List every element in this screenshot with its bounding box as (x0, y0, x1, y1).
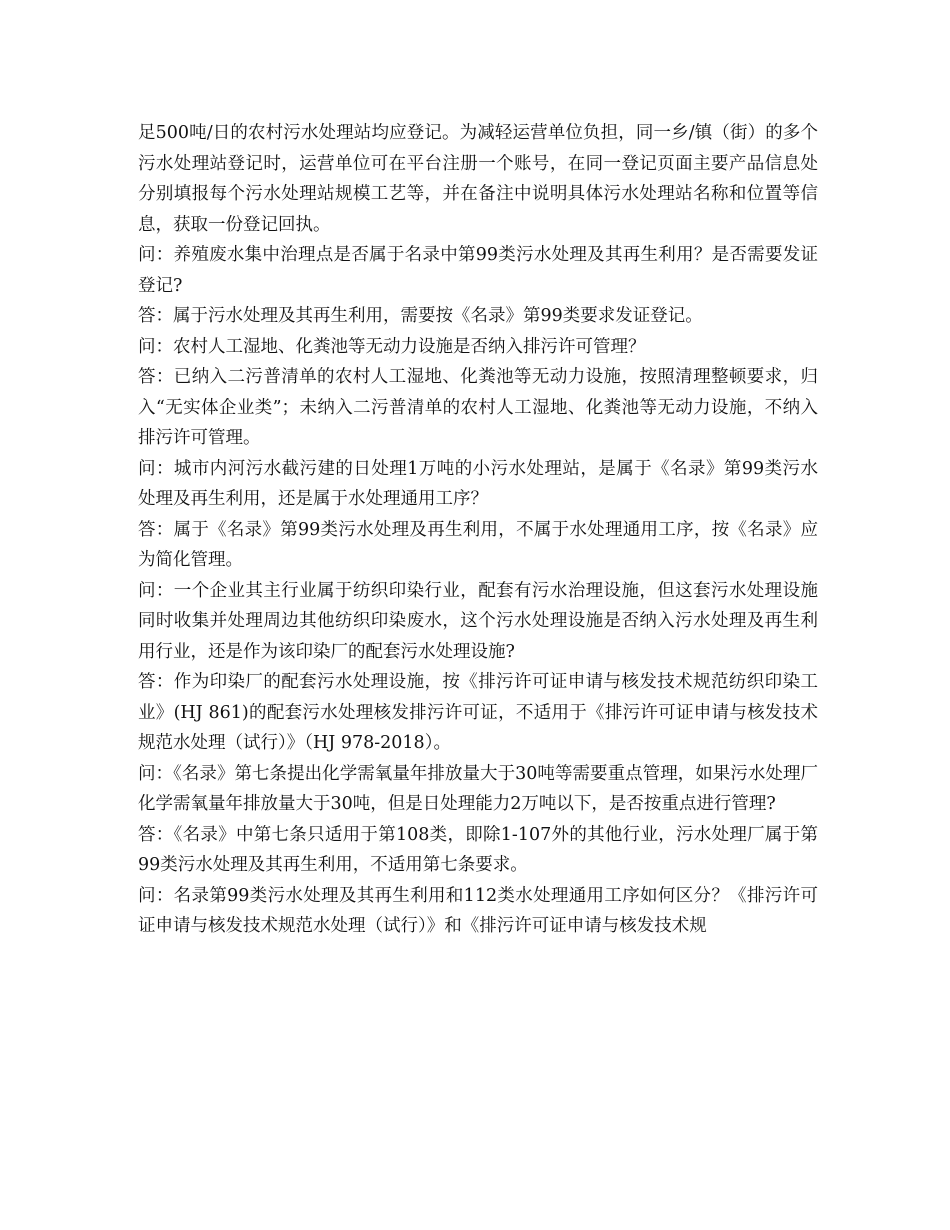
answer-rural-wetland: 答：已纳入二污普清单的农村人工湿地、化粪池等无动力设施，按照清理整顿要求，归入“无实体企业类”；未纳入二污普清单的农村人工湿地、化粪池等无动力设施，不纳入排污许可管理。 (138, 367, 818, 448)
question-livestock-wastewater: 问：养殖废水集中治理点是否属于名录中第99类污水处理及其再生利用？是否需要发证登记? (138, 245, 818, 296)
answer-cod-emission: 答：《名录》中第七条只适用于第108类，即除1-107外的其他行业，污水处理厂属于第99类污水处理及其再生利用，不适用第七条要求。 (138, 824, 818, 875)
question-small-treatment-station: 问：城市内河污水截污建的日处理1万吨的小污水处理站，是属于《名录》第99类污水处理及再生利用，还是属于水处理通用工序？ (138, 458, 818, 509)
question-cod-emission: 问：《名录》第七条提出化学需氧量年排放量大于30吨等需要重点管理，如果污水处理厂化学需氧量年排放量大于30吨，但是日处理能力2万吨以下，是否按重点进行管理? (138, 763, 818, 814)
answer-small-treatment-station: 答：属于《名录》第99类污水处理及再生利用，不属于水处理通用工序，按《名录》应为简化管理。 (138, 519, 818, 570)
document-body (138, 118, 818, 942)
question-textile-dyeing: 问：一个企业其主行业属于纺织印染行业，配套有污水治理设施，但这套污水处理设施同时收集并处理周边其他纺织印染废水，这个污水处理设施是否纳入污水处理及再生利用行业，还是作为该印染厂的配套污水处理设施? (138, 580, 818, 662)
question-category-distinction: 问：名录第99类污水处理及其再生利用和112类水处理通用工序如何区分？《排污许可证申请与核发技术规范水处理（试行）》和《排污许可证申请与核发技术规 (138, 885, 818, 936)
answer-livestock-wastewater: 答：属于污水处理及其再生利用，需要按《名录》第99类要求发证登记。 (138, 306, 703, 326)
answer-textile-dyeing: 答：作为印染厂的配套污水处理设施，按《排污许可证申请与核发技术规范纺织印染工业》(HJ 861)的配套污水处理核发排污许可证，不适用于《排污许可证申请与核发技术规范水处理（试行）》（HJ 978-2018）。 (138, 672, 818, 753)
question-rural-wetland: 问：农村人工湿地、化粪池等无动力设施是否纳入排污许可管理？ (138, 336, 646, 357)
paragraph-registration-note: 足500吨/日的农村污水处理站均应登记。为减轻运营单位负担，同一乡/镇（街）的多个污水处理站登记时，运营单位可在平台注册一个账号，在同一登记页面主要产品信息处分别填报每个污水处理站规模工艺等，并在备注中说明具体污水处理站名称和位置等信息，获取一份登记回执。 (138, 123, 818, 235)
